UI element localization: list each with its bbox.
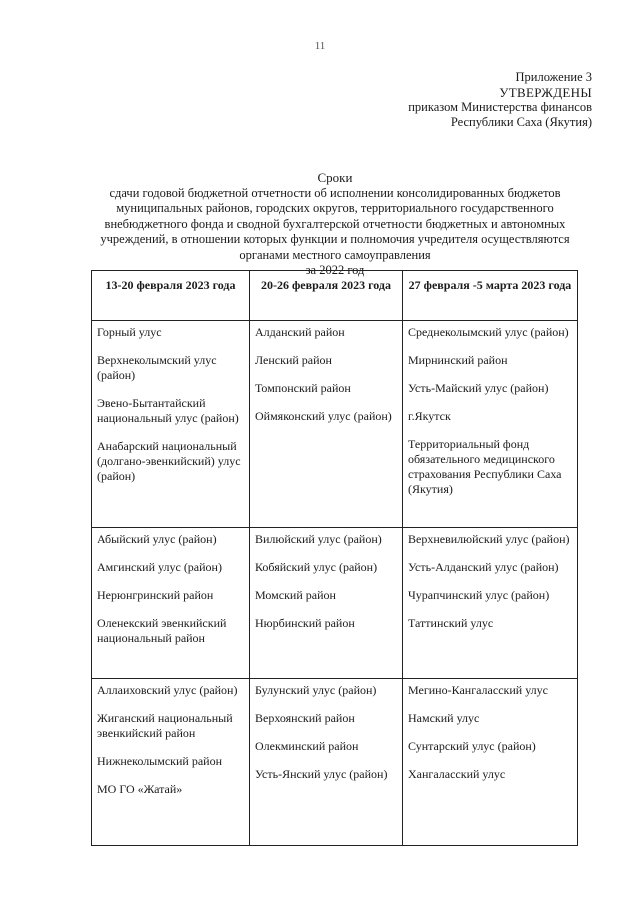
title-year: за 2022 год <box>305 263 365 277</box>
title-body: сдачи годовой бюджетной отчетности об исполнении консолидированных бюджетов муниципальных районов, городских округов, территориального государственного внебюджетного фонда и сводной бухгалтерской отчетности бюджетных и автономных учреждений, в отношении которых функции и полномочия учредителя осуществляются органами местного самоуправления <box>100 185 570 262</box>
district-entry: Усть-Алданский улус (район) <box>408 560 559 574</box>
district-entry: Верхневилюйский улус (район) <box>408 532 570 546</box>
approval-block <box>408 70 592 130</box>
table-cell <box>250 679 403 846</box>
district-entry: Верхнеколымский улус (район) <box>97 353 217 382</box>
district-entry: Намский улус <box>408 711 480 725</box>
district-entry: Нерюнгринский район <box>97 588 214 602</box>
district-entry: Анабарский национальный (долгано-эвенкийский) улус (район) <box>97 439 241 483</box>
district-entry: Нюрбинский район <box>255 616 355 630</box>
district-entry: Жиганский национальный эвенкийский район <box>97 711 233 740</box>
district-entry: Эвено-Бытантайский национальный улус (район) <box>97 396 239 425</box>
district-entry: Верхоянский район <box>255 711 355 725</box>
district-entry: г.Якутск <box>408 409 451 423</box>
district-entry: Оймяконский улус (район) <box>255 409 392 423</box>
table-cell <box>92 321 250 528</box>
district-entry: Алданский район <box>255 325 345 339</box>
header-row <box>92 271 578 321</box>
district-entry: Амгинский улус (район) <box>97 560 222 574</box>
district-entry: Томпонский район <box>255 381 351 395</box>
district-entry: Чурапчинский улус (район) <box>408 588 550 602</box>
district-entry: Сунтарский улус (район) <box>408 739 536 753</box>
district-entry: Нижнеколымский район <box>97 754 223 768</box>
district-entry: Мирнинский район <box>408 353 508 367</box>
district-entry: Ленский район <box>255 353 332 367</box>
header-cell: 20-26 февраля 2023 года <box>250 271 403 321</box>
district-entry: Усть-Янский улус (район) <box>255 767 388 781</box>
district-entry: МО ГО «Жатай» <box>97 782 183 796</box>
district-entry: Оленекский эвенкийский национальный район <box>97 616 227 645</box>
district-entry: Среднеколымский улус (район) <box>408 325 569 339</box>
document-title <box>80 170 590 279</box>
district-entry: Кобяйский улус (район) <box>255 560 378 574</box>
table-row <box>92 321 578 528</box>
district-entry: Территориальный фонд обязательного медицинского страхования Республики Саха (Якутия) <box>408 437 562 496</box>
appendix-label: Приложение 3 <box>515 70 592 84</box>
table-row <box>92 679 578 846</box>
district-entry: Мегино-Кангаласский улус <box>408 683 548 697</box>
district-entry: Булунский улус (район) <box>255 683 377 697</box>
page-number: 11 <box>314 40 326 52</box>
district-entry: Вилюйский улус (район) <box>255 532 382 546</box>
district-entry: Усть-Майский улус (район) <box>408 381 549 395</box>
table-cell <box>92 528 250 679</box>
table-cell <box>403 528 578 679</box>
district-entry: Таттинский улус <box>408 616 494 630</box>
table-cell <box>250 528 403 679</box>
table-cell <box>250 321 403 528</box>
order-line: приказом Министерства финансов <box>408 100 592 114</box>
title-heading: Сроки <box>317 170 353 185</box>
header-cell: 27 февраля -5 марта 2023 года <box>403 271 578 321</box>
district-entry: Аллаиховский улус (район) <box>97 683 238 697</box>
table-row <box>92 528 578 679</box>
schedule-table <box>91 270 578 846</box>
district-entry: Хангаласский улус <box>408 767 506 781</box>
table-cell <box>403 321 578 528</box>
district-entry: Горный улус <box>97 325 162 339</box>
table-cell <box>92 679 250 846</box>
header-cell: 13-20 февраля 2023 года <box>92 271 250 321</box>
republic-line: Республики Саха (Якутия) <box>450 115 592 129</box>
table-cell <box>403 679 578 846</box>
approved-label: УТВЕРЖДЕНЫ <box>499 85 592 100</box>
district-entry: Момский район <box>255 588 336 602</box>
district-entry: Олекминский район <box>255 739 359 753</box>
district-entry: Абыйский улус (район) <box>97 532 217 546</box>
